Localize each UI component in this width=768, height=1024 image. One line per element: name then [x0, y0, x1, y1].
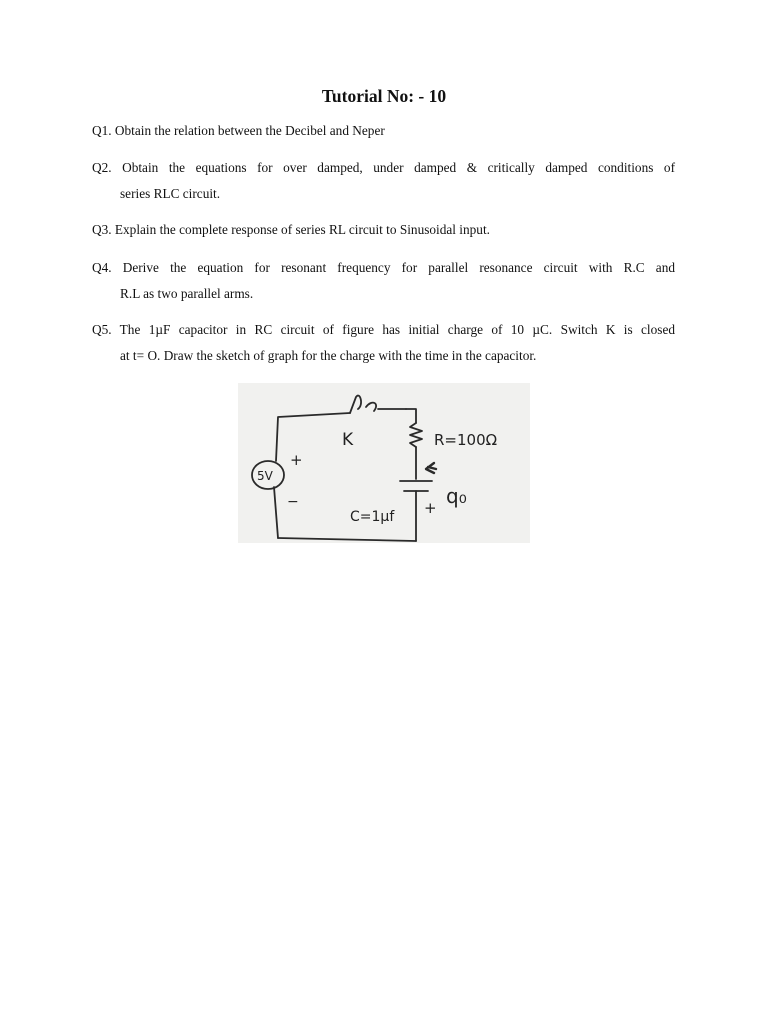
question-4-line-2: R.L as two parallel arms.	[120, 286, 254, 301]
current-arrow-icon	[426, 463, 436, 473]
question-5-line-1: Q5. The 1µF capacitor in RC circuit of figure has initial charge of 10 µC. Switch K is closed	[92, 322, 675, 337]
page-title: Tutorial No: - 10	[321, 86, 447, 106]
capacitor-plus-sign: +	[424, 499, 437, 517]
wire-top-right	[406, 409, 416, 423]
source-minus-sign: −	[287, 494, 299, 510]
capacitor-label: C=1µf	[350, 509, 395, 525]
question-3	[92, 217, 675, 243]
wire-left-bottom	[274, 487, 278, 538]
question-1	[92, 118, 675, 144]
source-label: 5V	[257, 469, 273, 483]
switch-label: K	[342, 430, 354, 450]
question-2	[92, 155, 675, 207]
question-3-line-1: Q3. Explain the complete response of series RL circuit to Sinusoidal input.	[92, 222, 490, 237]
wire-left-top	[276, 413, 350, 461]
charge-label: q₀	[446, 484, 467, 508]
rc-circuit-diagram	[238, 383, 530, 543]
question-5-line-2: at t= O. Draw the sketch of graph for the charge with the time in the capacitor.	[120, 348, 537, 363]
question-2-line-1: Q2. Obtain the equations for over damped, under damped & critically damped conditions of	[92, 160, 675, 175]
question-4-line-1: Q4. Derive the equation for resonant frequency for parallel resonance circuit with R.C and	[92, 260, 675, 275]
question-5	[92, 317, 675, 369]
resistor-icon	[410, 423, 422, 447]
resistor-label: R=100Ω	[434, 431, 498, 449]
source-plus-sign: +	[290, 451, 303, 469]
circuit-figure	[238, 383, 530, 543]
question-2-line-2: series RLC circuit.	[120, 186, 221, 201]
question-4	[92, 255, 675, 307]
question-1-line-1: Q1. Obtain the relation between the Decibel and Neper	[92, 123, 385, 138]
wire-bottom	[278, 538, 416, 541]
switch-k-icon	[350, 396, 406, 413]
